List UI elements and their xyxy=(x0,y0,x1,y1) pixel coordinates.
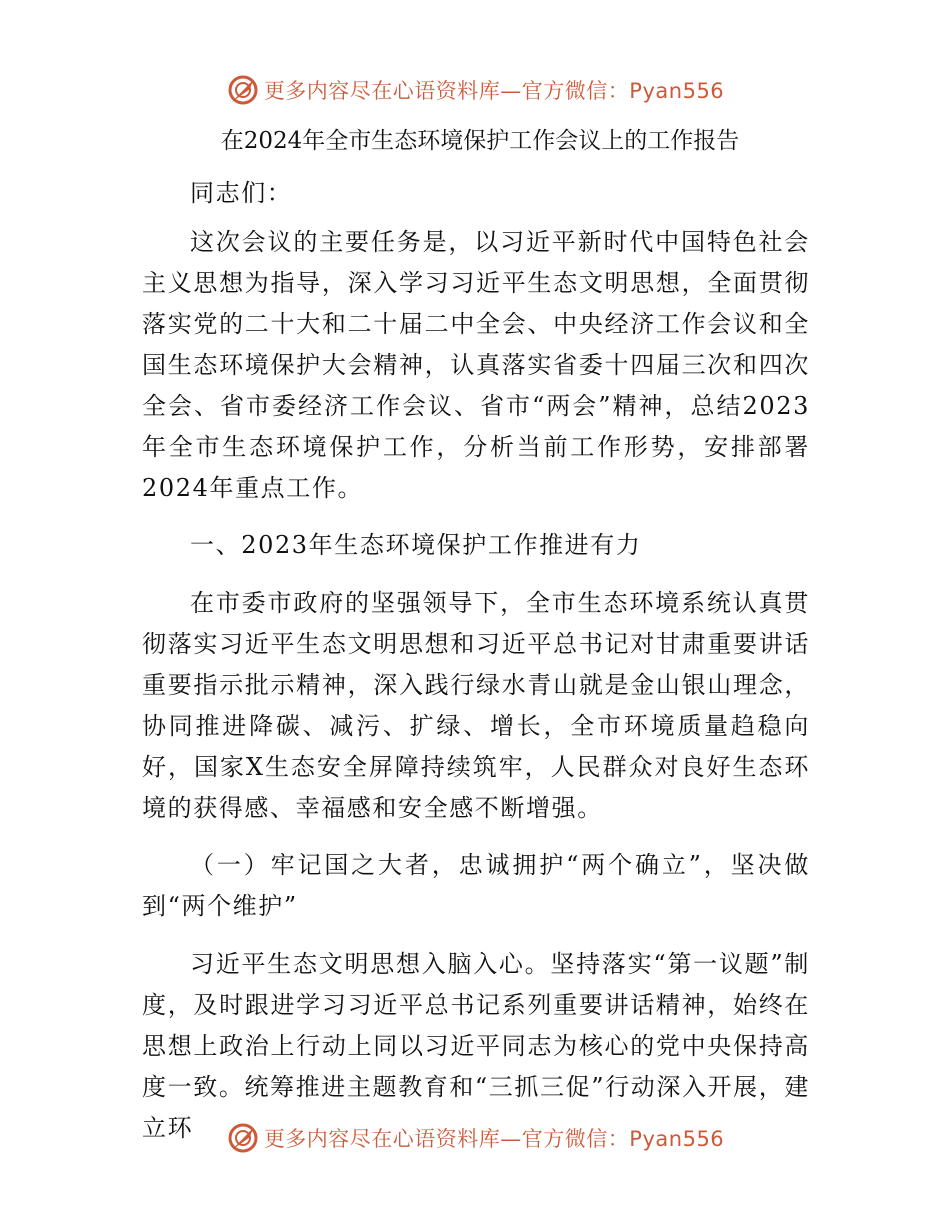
footer-watermark-banner xyxy=(0,1118,950,1158)
header-watermark-banner xyxy=(0,70,950,110)
section-heading-1: 一、2023年生态环境保护工作推进有力 xyxy=(190,531,642,559)
quill-logo-icon xyxy=(226,1121,260,1155)
document-title: 在2024年全市生态环境保护工作会议上的工作报告 xyxy=(220,128,740,154)
quill-logo-icon xyxy=(226,73,260,107)
salutation: 同志们： xyxy=(190,179,293,207)
watermark-text: 更多内容尽在心语资料库—官方微信：Pyan556 xyxy=(263,79,725,103)
document-body xyxy=(142,118,810,1149)
intro-paragraph: 这次会议的主要任务是，以习近平新时代中国特色社会主义思想为指导，深入学习习近平生态文明思想，全面贯彻落实党的二十大和二十届二中全会、中央经济工作会议和全国生态环境保护大会精神，认真落实省委十四届三次和四次全会、省市委经济工作会议、省市“两会”精神，总结2023年全市生态环境保护工作，分析当前工作形势，安排部署2024年重点工作。 xyxy=(142,228,810,502)
watermark-text: 更多内容尽在心语资料库—官方微信：Pyan556 xyxy=(263,1127,725,1151)
subsection-heading-1: （一）牢记国之大者，忠诚拥护“两个确立”，坚决做到“两个维护” xyxy=(142,851,810,920)
subsection-1-paragraph: 习近平生态文明思想入脑入心。坚持落实“第一议题”制度，及时跟进学习习近平总书记系列重要讲话精神，始终在思想上政治上行动上同以习近平同志为核心的党中央保持高度一致。统筹推进主题教育和“三抓三促”行动深入开展，建立环 xyxy=(142,950,810,1142)
section-1-paragraph: 在市委市政府的坚强领导下，全市生态环境系统认真贯彻落实习近平生态文明思想和习近平总书记对甘肃重要讲话重要指示批示精神，深入践行绿水青山就是金山银山理念，协同推进降碳、减污、扩绿、增长，全市环境质量趋稳向好，国家X生态安全屏障持续筑牢，人民群众对良好生态环境的获得感、幸福感和安全感不断增强。 xyxy=(142,589,810,822)
